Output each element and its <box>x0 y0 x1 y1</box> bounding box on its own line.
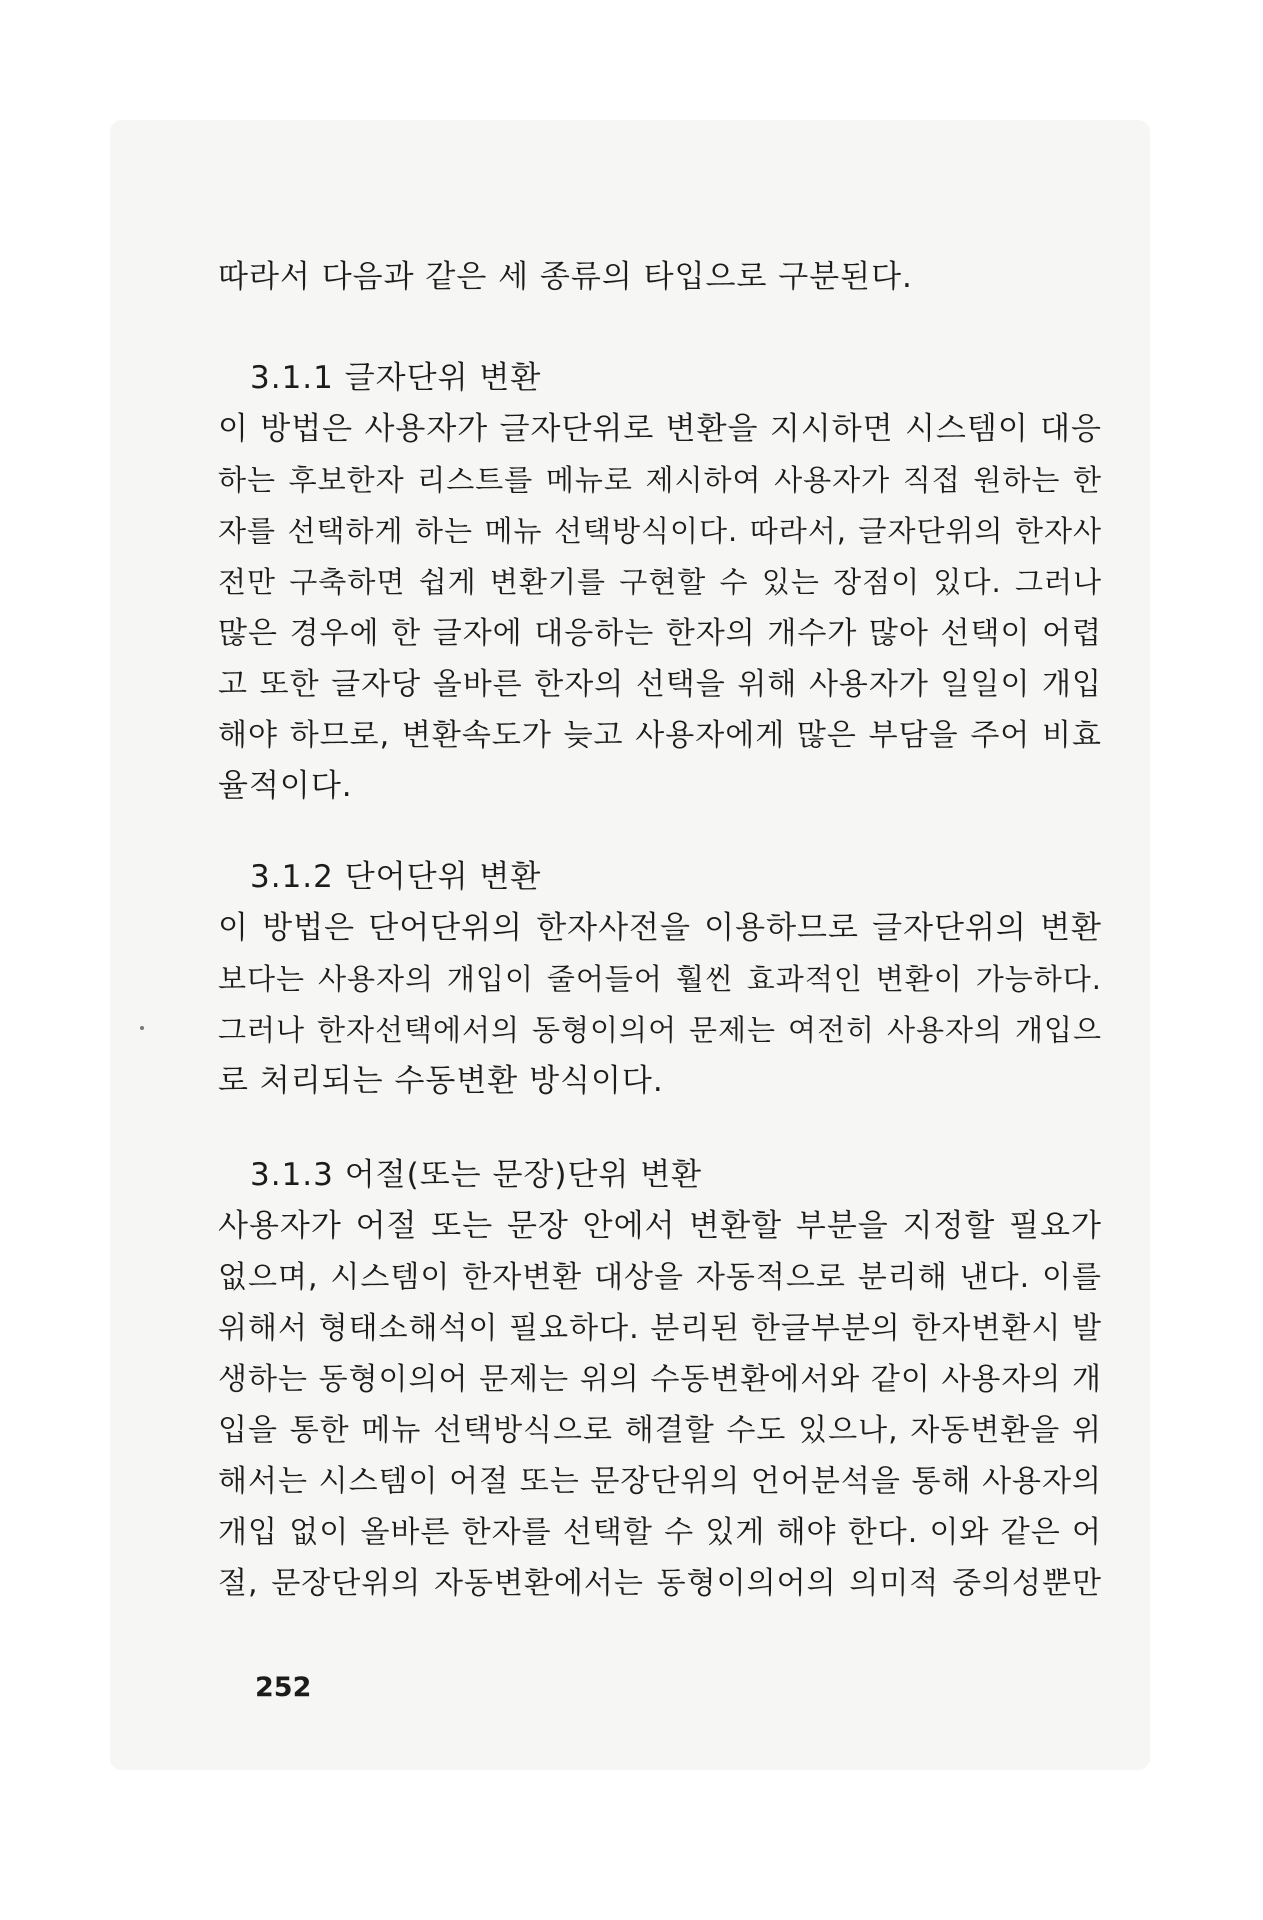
body-line: 개입 없이 올바른 한자를 선택할 수 있게 해야 한다. 이와 같은 어 <box>218 1515 1102 1550</box>
body-line: 그러나 한자선택에서의 동형이의어 문제는 여전히 사용자의 개입으 <box>218 1013 1102 1047</box>
section-body-3-1-3 <box>218 1201 1102 1609</box>
speck-mark <box>140 1026 144 1030</box>
page-number: 252 <box>255 1672 312 1703</box>
body-line: 해서는 시스템이 어절 또는 문장단위의 언어분석을 통해 사용자의 <box>218 1464 1102 1499</box>
body-line: 율적이다. <box>218 768 353 804</box>
body-line: 전만 구축하면 쉽게 변환기를 구현할 수 있는 장점이 있다. 그러나 <box>218 565 1102 599</box>
body-line: 로 처리되는 수동변환 방식이다. <box>218 1063 664 1099</box>
body-line: 입을 통한 메뉴 선택방식으로 해결할 수도 있으나, 자동변환을 위 <box>218 1413 1102 1448</box>
section-body-3-1-2 <box>218 903 1102 1107</box>
body-line: 많은 경우에 한 글자에 대응하는 한자의 개수가 많아 선택이 어렵 <box>218 616 1102 651</box>
body-line: 이 방법은 단어단위의 한자사전을 이용하므로 글자단위의 변환 <box>218 910 1102 946</box>
section-body-3-1-1 <box>218 404 1102 812</box>
body-line: 이 방법은 사용자가 글자단위로 변환을 지시하면 시스템이 대응 <box>218 411 1102 447</box>
body-line: 자를 선택하게 하는 메뉴 선택방식이다. 따라서, 글자단위의 한자사 <box>218 514 1102 548</box>
body-line: 고 또한 글자당 올바른 한자의 선택을 위해 사용자가 일일이 개입 <box>218 667 1102 702</box>
body-line: 하는 후보한자 리스트를 메뉴로 제시하여 사용자가 직접 원하는 한 <box>218 463 1102 497</box>
section-heading-3-1-2: 3.1.2 단어단위 변환 <box>250 859 542 895</box>
body-line: 보다는 사용자의 개입이 줄어들어 훨씬 효과적인 변환이 가능하다. <box>218 962 1102 996</box>
body-line: 위해서 형태소해석이 필요하다. 분리된 한글부분의 한자변환시 발 <box>218 1311 1102 1346</box>
body-line: 생하는 동형이의어 문제는 위의 수동변환에서와 같이 사용자의 개 <box>218 1362 1102 1397</box>
body-line: 절, 문장단위의 자동변환에서는 동형이의어의 의미적 중의성뿐만 <box>218 1566 1102 1601</box>
body-line: 해야 하므로, 변환속도가 늦고 사용자에게 많은 부담을 주어 비효 <box>218 718 1102 753</box>
intro-sentence: 따라서 다음과 같은 세 종류의 타입으로 구분된다. <box>218 259 913 295</box>
section-heading-3-1-1: 3.1.1 글자단위 변환 <box>250 360 542 396</box>
body-line: 사용자가 어절 또는 문장 안에서 변환할 부분을 지정할 필요가 <box>218 1208 1102 1244</box>
body-line: 없으며, 시스템이 한자변환 대상을 자동적으로 분리해 낸다. 이를 <box>218 1260 1102 1295</box>
section-heading-3-1-3: 3.1.3 어절(또는 문장)단위 변환 <box>250 1157 703 1193</box>
